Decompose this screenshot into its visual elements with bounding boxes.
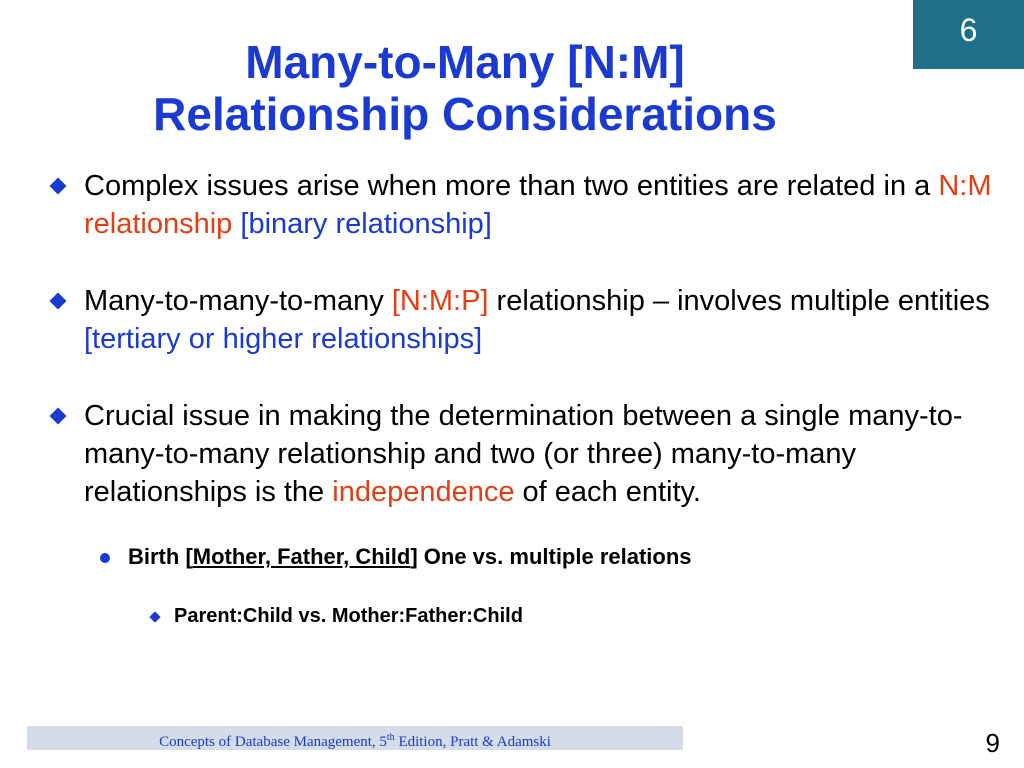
page-number: 9 [985, 728, 1000, 758]
footer-citation [27, 730, 683, 750]
diamond-bullet-icon [50, 178, 67, 195]
bullet-item [50, 397, 1010, 511]
small-diamond-bullet-icon [149, 611, 160, 622]
bullet-item [50, 282, 1010, 358]
slide-title [60, 36, 870, 140]
chapter-number: 6 [959, 12, 978, 48]
sub-bullet-underlined: Mother, Father, Child [192, 544, 411, 569]
bullet-text: relationship – involves multiple entities [488, 285, 990, 317]
bullet-text: Crucial issue in making the determination between a single many-to-many-to-many relationship and two (or three) many-to-many relationships is the [84, 400, 963, 508]
bullet-highlight-blue: [tertiary or higher relationships] [84, 323, 483, 355]
bullet-text: of each entity. [514, 476, 701, 508]
footer-text-start: Concepts of Database Management, 5 [159, 734, 387, 750]
footer-text-end: Edition, Pratt & Adamski [394, 734, 551, 750]
bullet-text: Complex issues arise when more than two entities are related in a [84, 170, 939, 202]
bullet-highlight-blue: [binary relationship] [240, 208, 492, 240]
diamond-bullet-icon [50, 408, 67, 425]
bullet-highlight-red: [N:M:P] [391, 285, 489, 317]
bullet-list [50, 167, 1010, 550]
sub-sub-bullet-item [150, 603, 523, 629]
sub-sub-bullet-text: Parent:Child vs. Mother:Father:Child [174, 605, 523, 627]
slide-title-line-2: Relationship Considerations [153, 88, 777, 140]
sub-bullet-suffix: ] One vs. multiple relations [410, 544, 692, 569]
bullet-highlight-red: independence [332, 476, 515, 508]
sub-bullet-item [100, 543, 692, 571]
footer-band [27, 726, 683, 750]
dot-bullet-icon [100, 553, 110, 563]
sub-bullet-prefix: Birth [ [128, 544, 193, 569]
bullet-text: Many-to-many-to-many [84, 285, 392, 317]
bullet-highlight-red: N:M relationship [84, 170, 992, 240]
footer-superscript: th [386, 732, 395, 743]
diamond-bullet-icon [50, 293, 67, 310]
bullet-item [50, 167, 1010, 243]
chapter-badge [913, 0, 1024, 69]
slide-title-line-1: Many-to-Many [N:M] [245, 36, 685, 88]
